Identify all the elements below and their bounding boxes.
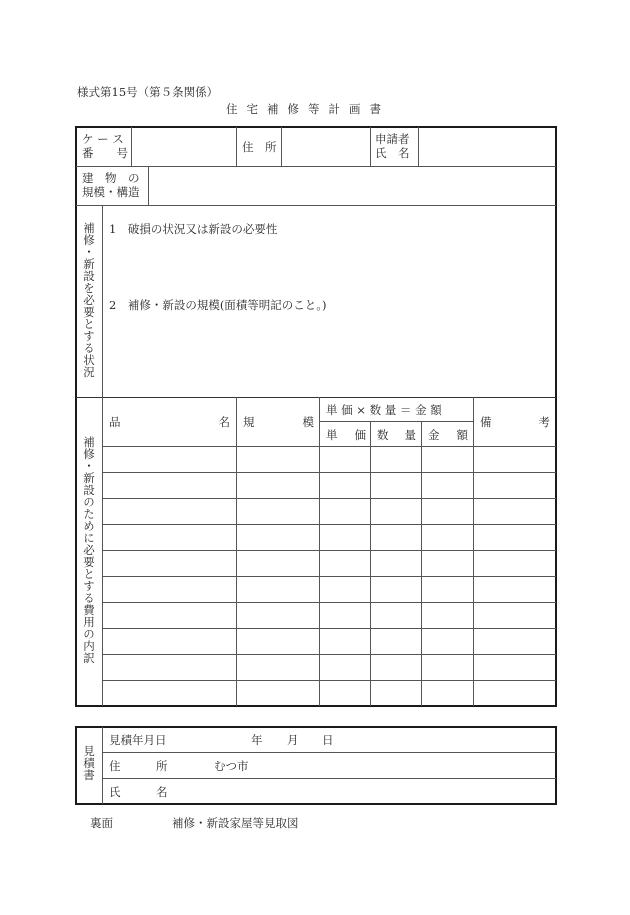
side-label-divider	[102, 205, 103, 706]
cell-amount[interactable]	[425, 659, 470, 675]
row-divider	[103, 498, 556, 499]
cell-item[interactable]	[106, 503, 233, 519]
cell-scale[interactable]	[240, 529, 316, 545]
cell-quantity[interactable]	[374, 529, 418, 545]
cell-unit-price[interactable]	[323, 477, 367, 493]
cell-scale[interactable]	[240, 503, 316, 519]
column-header-item-name	[109, 415, 230, 429]
cell-remarks[interactable]	[477, 659, 553, 675]
building-label-line2: 規模・構造	[82, 185, 140, 199]
form-number: 様式第15号（第５条関係）	[77, 85, 219, 99]
estimate-address-label-a: 住	[109, 759, 121, 773]
header-subdivider	[319, 421, 473, 422]
column-header-amount	[428, 428, 468, 442]
estimate-name-field[interactable]	[214, 783, 549, 799]
cell-quantity[interactable]	[374, 477, 418, 493]
estimate-date-label: 見積年月日	[109, 733, 167, 747]
column-header-formula: 単 価 × 数 量 ＝ 金 額	[326, 403, 442, 417]
cell-quantity[interactable]	[374, 555, 418, 571]
side-label-divider	[102, 727, 103, 804]
row-divider	[103, 472, 556, 473]
building-label-line1: 建 物 の	[82, 171, 140, 185]
cell-amount[interactable]	[425, 633, 470, 649]
estimate-section-label: 見積書	[82, 745, 96, 781]
cell-quantity[interactable]	[374, 451, 418, 467]
cell-quantity[interactable]	[374, 633, 418, 649]
cell-scale[interactable]	[240, 633, 316, 649]
cell-unit-price[interactable]	[323, 581, 367, 597]
cell-unit-price[interactable]	[323, 633, 367, 649]
header-char: 模	[302, 415, 314, 429]
header-char: 金	[428, 428, 440, 442]
cell-unit-price[interactable]	[323, 659, 367, 675]
cell-remarks[interactable]	[477, 503, 553, 519]
cell-remarks[interactable]	[477, 529, 553, 545]
cell-scale[interactable]	[240, 581, 316, 597]
need-section-label: 補修・新設を必要とする状況	[82, 222, 96, 378]
cell-item[interactable]	[106, 529, 233, 545]
section-divider	[76, 397, 556, 398]
col-divider	[236, 397, 237, 706]
col-divider	[319, 397, 320, 706]
cell-scale[interactable]	[240, 555, 316, 571]
case-number-label-line2: 番 号	[82, 146, 128, 160]
address-label: 住 所	[242, 140, 277, 154]
header-char: 単	[326, 428, 338, 442]
header-char: 考	[538, 415, 550, 429]
cell-item[interactable]	[106, 633, 233, 649]
estimate-address-value[interactable]: むつ市	[214, 759, 249, 773]
need-item-2: 2 補修・新設の規模(面積等明記のこと。)	[109, 298, 327, 312]
col-divider	[421, 421, 422, 706]
header-char: 額	[456, 428, 468, 442]
col-divider	[418, 127, 419, 166]
reverse-side-title: 補修・新設家屋等見取図	[172, 816, 299, 830]
cell-unit-price[interactable]	[323, 503, 367, 519]
row-divider	[76, 205, 556, 206]
cell-remarks[interactable]	[477, 555, 553, 571]
cell-unit-price[interactable]	[323, 451, 367, 467]
cell-unit-price[interactable]	[323, 607, 367, 623]
cell-scale[interactable]	[240, 451, 316, 467]
col-divider	[370, 421, 371, 706]
cell-quantity[interactable]	[374, 581, 418, 597]
cell-unit-price[interactable]	[323, 529, 367, 545]
applicant-name-label	[375, 132, 410, 160]
applicant-name-field[interactable]	[422, 140, 552, 156]
cell-amount[interactable]	[425, 685, 470, 701]
cell-unit-price[interactable]	[323, 555, 367, 571]
cell-remarks[interactable]	[477, 607, 553, 623]
header-char: 数	[377, 428, 389, 442]
month-label: 月	[287, 733, 299, 747]
cell-item[interactable]	[106, 659, 233, 675]
row-divider	[103, 778, 556, 779]
column-header-remarks	[480, 415, 550, 429]
cell-remarks[interactable]	[477, 451, 553, 467]
cell-remarks[interactable]	[477, 633, 553, 649]
row-divider	[103, 752, 556, 753]
cell-remarks[interactable]	[477, 477, 553, 493]
row-divider	[103, 576, 556, 577]
header-char: 価	[354, 428, 366, 442]
cell-item[interactable]	[106, 477, 233, 493]
cell-scale[interactable]	[240, 607, 316, 623]
case-number-label	[82, 132, 127, 160]
cell-item[interactable]	[106, 581, 233, 597]
cell-unit-price[interactable]	[323, 685, 367, 701]
cell-quantity[interactable]	[374, 685, 418, 701]
col-divider	[281, 127, 282, 166]
damage-description-field[interactable]	[106, 240, 552, 292]
col-divider	[473, 397, 474, 706]
cell-item[interactable]	[106, 607, 233, 623]
header-char: 量	[404, 428, 416, 442]
estimate-address-label-b: 所	[156, 759, 168, 773]
estimate-name-label-b: 名	[156, 785, 168, 799]
cell-scale[interactable]	[240, 477, 316, 493]
case-number-field[interactable]	[135, 140, 233, 156]
row-divider	[103, 550, 556, 551]
cell-amount[interactable]	[425, 581, 470, 597]
cell-remarks[interactable]	[477, 581, 553, 597]
row-divider	[103, 524, 556, 525]
address-field[interactable]	[285, 140, 367, 156]
column-header-unit-price	[326, 428, 366, 442]
row-divider	[103, 446, 556, 447]
column-header-quantity	[377, 428, 416, 442]
row-divider	[103, 680, 556, 681]
year-label: 年	[251, 733, 263, 747]
header-char: 品	[109, 415, 121, 429]
estimate-name-label-a: 氏	[109, 785, 121, 799]
header-char: 規	[243, 415, 255, 429]
cell-scale[interactable]	[240, 685, 316, 701]
cell-quantity[interactable]	[374, 607, 418, 623]
cell-remarks[interactable]	[477, 685, 553, 701]
col-divider	[236, 127, 237, 166]
cell-item[interactable]	[106, 555, 233, 571]
cost-section-label: 補修・新設のために必要とする費用の内訳	[82, 436, 96, 664]
applicant-name-label-line2: 氏 名	[375, 146, 410, 160]
cell-amount[interactable]	[425, 607, 470, 623]
page-title: 住宅補修等計画書	[226, 102, 390, 116]
header-char: 備	[480, 415, 492, 429]
repair-scale-field[interactable]	[106, 316, 552, 392]
col-divider	[370, 127, 371, 166]
cell-amount[interactable]	[425, 503, 470, 519]
cell-amount[interactable]	[425, 555, 470, 571]
reverse-side-label: 裏面	[90, 816, 113, 830]
col-divider	[131, 127, 132, 166]
need-item-1: 1 破損の状況又は新設の必要性	[109, 222, 278, 236]
applicant-name-label-line1: 申請者	[375, 132, 410, 146]
row-divider	[103, 602, 556, 603]
day-label: 日	[322, 733, 334, 747]
column-header-scale	[243, 415, 314, 429]
cell-quantity[interactable]	[374, 503, 418, 519]
cell-amount[interactable]	[425, 477, 470, 493]
cell-item[interactable]	[106, 685, 233, 701]
building-structure-label	[82, 171, 140, 199]
col-divider	[148, 166, 149, 205]
cell-item[interactable]	[106, 451, 233, 467]
cell-quantity[interactable]	[374, 659, 418, 675]
cell-scale[interactable]	[240, 659, 316, 675]
building-structure-field[interactable]	[152, 178, 550, 194]
case-number-label-line1: ケ ー ス	[82, 132, 124, 146]
cell-amount[interactable]	[425, 529, 470, 545]
row-divider	[103, 628, 556, 629]
cell-amount[interactable]	[425, 451, 470, 467]
header-char: 名	[218, 415, 230, 429]
row-divider	[103, 654, 556, 655]
